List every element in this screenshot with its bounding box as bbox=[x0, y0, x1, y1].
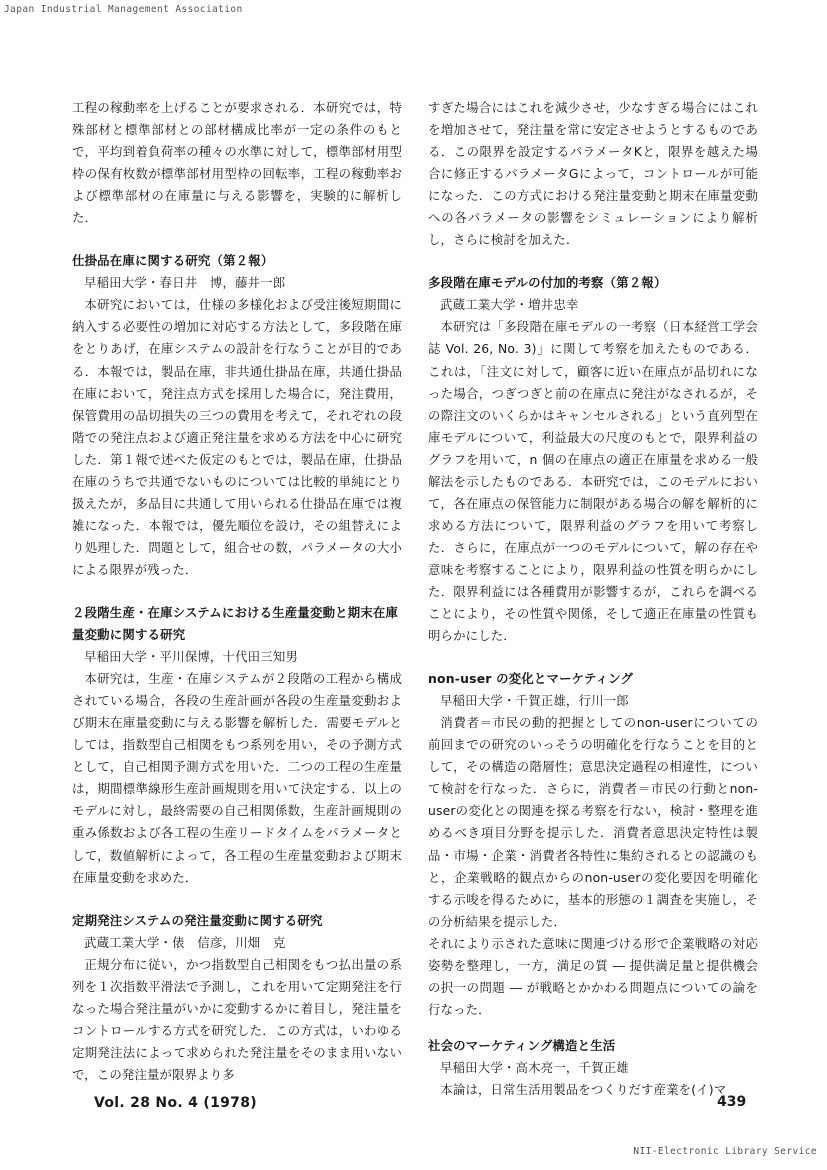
continued-paragraph: 工程の稼動率を上げることが要求される．本研究では，特殊部材と標準部材との部材構成比率が一定の条件のもとで，平均到着負荷率の種々の水準に対して，標準部材用型枠の保有枚数が標準部材用型枠の回転率，工程の稼動率および標準部材の在庫量に与える影響を，実験的に解析した． bbox=[72, 100, 402, 226]
article-title: ２段階生産・在庫システムにおける生産量変動と期末在庫量変動に関する研究 bbox=[72, 604, 399, 643]
article-body: 本論は，日常生活用製品をつくりだす産業を(イ)マ bbox=[440, 1081, 727, 1097]
article-title: 多段階在庫モデルの付加的考察（第２報） bbox=[428, 275, 667, 291]
article-authors: 早稲田大学・春日井 博，藤井一郎 bbox=[84, 275, 286, 291]
page-number: 439 bbox=[717, 1094, 747, 1110]
left-column bbox=[72, 97, 402, 1086]
article-authors: 早稲田大学・千賀正雄，行川一郎 bbox=[440, 693, 629, 709]
article-body: 正規分布に従い，かつ指数型自己相関をもつ払出量の系列を１次指数平滑法で予測し，これを用いて定期発注を行なった場合発注量がいかに変動するかに着目し，発注量をコントロールする方式を研究した．この方式は，いわゆる定期発注法によって求められた発注量をそのまま用いないで，この発注量が限界より多 bbox=[72, 956, 402, 1082]
article-body: それにより示された意味に関連づける形で企業戦略の対応姿勢を整理し，一方，満足の質 ― 提供満足量と提供機会の択一の問題 ― が戦略とかかわる問題点についての論を行なった． bbox=[428, 935, 758, 1017]
article-body: 本研究は「多段階在庫モデルの一考察（日本経営工学会誌 Vol. 26, No. 3)」に関して考察を加えたものである．これは，「注文に対して，顧客に近い在庫点が品切れになった場合，つぎつぎと前の在庫点に発注がなされるが，その際注文のいくらかはキャンセルされる」という直列型在庫モデルについて，利益最大の尺度のもとで，限界利益のグラフを用いて，n 個の在庫点の適正在庫量を求める一般解法を示したものである．本研究では，このモデルにおいて，各在庫点の保管能力に制限がある場合の解を解析的に求める方法について，限界利益のグラフを用いて考察した．さらに，在庫点が一つのモデルについて，解の存在や意味を考察することにより，限界利益の性質を明らかにした．限界利益には各種費用が影響するが，これらを調べることにより，その性質や関係，そして適正在庫量の性質も明らかにした． bbox=[428, 319, 758, 644]
article-authors: 早稲田大学・高木亮一，千賀正雄 bbox=[440, 1059, 629, 1075]
article-title: non-user の変化とマーケティング bbox=[428, 671, 634, 687]
right-column bbox=[428, 97, 758, 1101]
running-header: Japan Industrial Management Association bbox=[4, 4, 243, 15]
article-body: 本研究においては，仕様の多様化および受注後短期間に納入する必要性の増加に対応する方法として，多段階在庫をとりあげ，在庫システムの設計を行なうことが目的である．本報では，製品在庫，非共通仕掛品在庫，共通仕掛品在庫において，発注点方式を採用した場合に，発注費用，保管費用の品切損失の三つの費用を考えて，それぞれの段階での発注点および適正発注量を求める方法を中心に研究した．第１報で述べた仮定のもとでは，製品在庫，仕掛品在庫のうちで共通でないものについては比較的単純にとり扱えたが，多品目に共通して用いられる仕掛品在庫では複雑になった．本報では，優先順位を設け，その組替えにより処理した．問題として，組合せの数，パラメータの大小による限界が残った． bbox=[72, 297, 402, 577]
article-body: 消費者＝市民の動的把握としてのnon-userについての前回までの研究のいっそうの明確化を行なうことを目的として，その構造の階層性；意思決定過程の相違性，について検討を行なった．さらに，消費者＝市民の行動とnon-userの変化との関連を探る考察を行ない，検討・整理を進めるべき項目分野を提示した．消費者意思決定特性は製品・市場・企業・消費者各特性に集約されるとの認識のもと，企業戦略的観点からのnon-userの変化要因を明確化する示唆を得るために，基本的形態の１調査を実施し，その分析結果を提示した． bbox=[428, 715, 758, 929]
article-authors: 武蔵工業大学・増井忠幸 bbox=[440, 297, 579, 313]
article-title: 社会のマーケティング構造と生活 bbox=[428, 1037, 616, 1053]
article-authors: 武蔵工業大学・俵 信彦，川畑 克 bbox=[84, 934, 286, 950]
article-title: 定期発注システムの発注量変動に関する研究 bbox=[72, 912, 323, 928]
continued-paragraph: すぎた場合にはこれを減少させ，少なすぎる場合にはこれを増加させて，発注量を常に安定させようとするものである．この限界を設定するパラメータKと，限界を越えた場合に修正するパラメータGによって，コントロールが可能になった．この方式における発注量変動と期末在庫量変動への各パラメータの影響をシミュレーションにより解析し，さらに検討を加えた． bbox=[428, 100, 758, 248]
journal-volume: Vol. 28 No. 4 (1978) bbox=[94, 1095, 257, 1111]
article-body: 本研究は，生産・在庫システムが２段階の工程から構成されている場合，各段の生産計画が各段の生産量変動および期末在庫量変動に与える影響を解析した．需要モデルとしては，指数型自己相関をもつ系列を用い，その予測方式として，自己相関予測方式を用いた．二つの工程の生産量は，期間標準線形生産計画規則を用いて決定する．以上のモデルに対し，最終需要の自己相関係数，生産計画規則の重み係数および各工程の生産リードタイムをパラメータとして，数値解析によって，各工程の生産量変動および期末在庫量変動を求めた． bbox=[72, 671, 402, 885]
service-footer: NII-Electronic Library Service bbox=[633, 1146, 817, 1157]
article-title: 仕掛品在庫に関する研究（第２報） bbox=[72, 253, 274, 269]
article-authors: 早稲田大学・平川保博，十代田三知男 bbox=[84, 649, 299, 665]
